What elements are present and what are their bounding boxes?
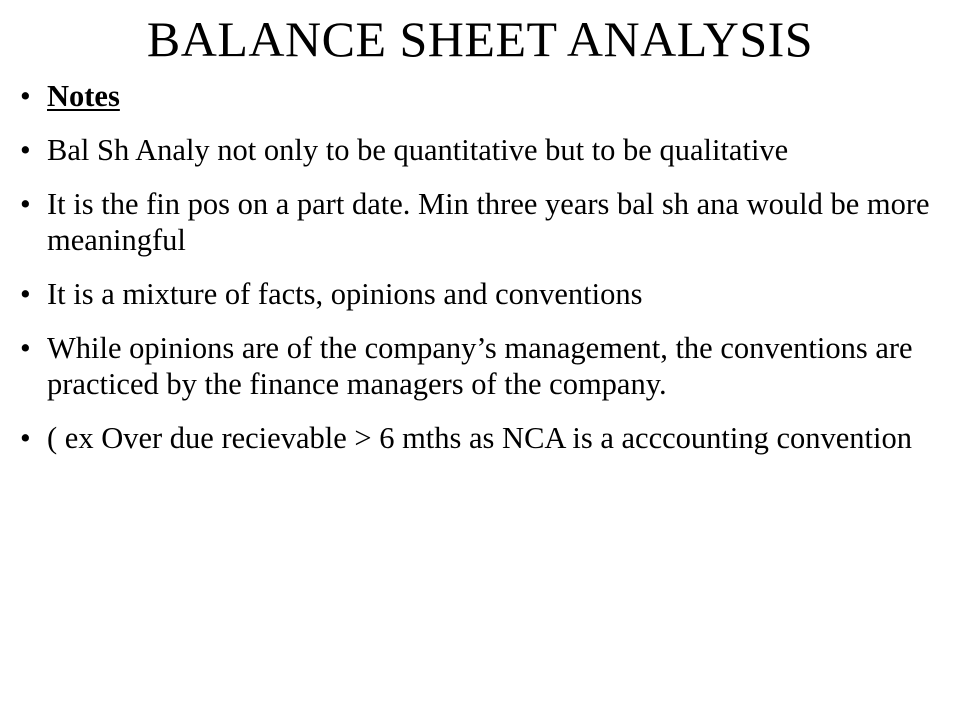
- bullet-dot-icon: •: [20, 133, 31, 167]
- bullet-dot-icon: •: [20, 421, 31, 455]
- bullet-dot-icon: •: [20, 79, 31, 113]
- bullet-dot-icon: •: [20, 187, 31, 221]
- bullet-item: [20, 186, 940, 258]
- bullet-text: It is the fin pos on a part date. Min three years bal sh ana would be more meaningful: [47, 187, 930, 257]
- bullet-dot-icon: •: [20, 277, 31, 311]
- bullet-text: While opinions are of the company’s management, the conventions are practiced by the finance managers of the company.: [47, 331, 913, 401]
- bullet-item-notes: [20, 78, 940, 114]
- bullet-dot-icon: •: [20, 331, 31, 365]
- slide-title: BALANCE SHEET ANALYSIS: [146, 11, 814, 67]
- bullet-item: [20, 330, 940, 402]
- bullet-list: [20, 78, 940, 474]
- bullet-item: [20, 132, 940, 168]
- bullet-item: [20, 420, 940, 456]
- bullet-text: Notes: [47, 79, 120, 113]
- bullet-text: ( ex Over due recievable > 6 mths as NCA is a acccounting convention: [47, 421, 913, 455]
- bullet-text: It is a mixture of facts, opinions and conventions: [47, 277, 643, 311]
- bullet-text: Bal Sh Analy not only to be quantitative but to be qualitative: [47, 133, 789, 167]
- bullet-item: [20, 276, 940, 312]
